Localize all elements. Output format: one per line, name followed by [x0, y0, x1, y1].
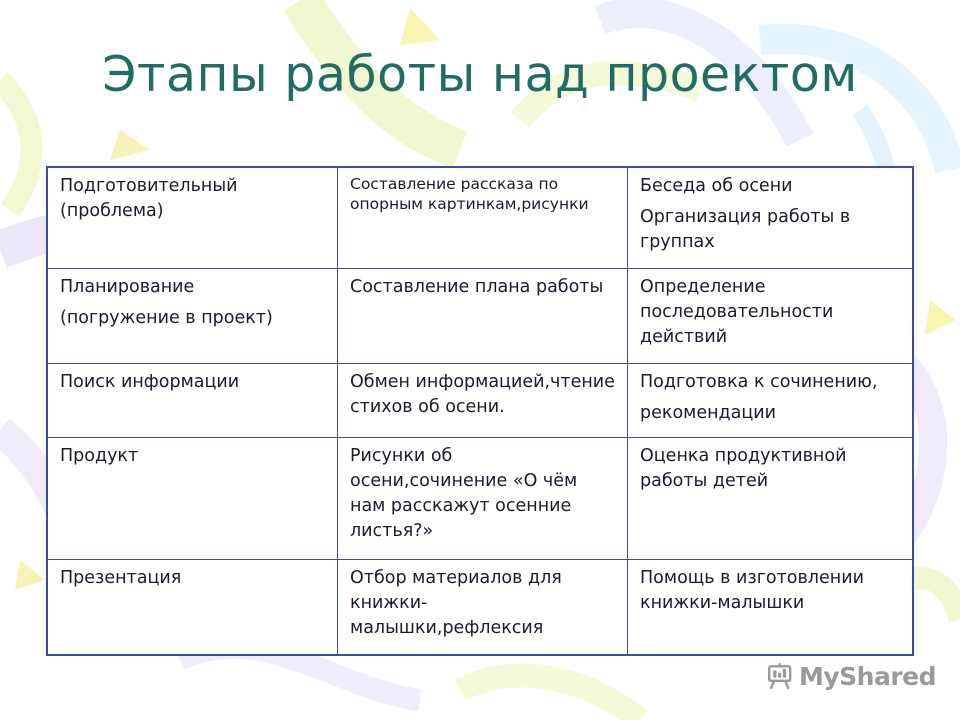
stage-cell — [47, 364, 338, 438]
activity-cell — [338, 560, 628, 655]
activity-text: Составление плана работы — [350, 277, 604, 298]
stage-name: Подготовительный — [60, 176, 238, 196]
project-stages-table — [46, 166, 914, 656]
result-text: Подготовка к сочинению, — [640, 372, 878, 393]
stage-cell — [47, 437, 338, 559]
result-cell — [628, 364, 914, 438]
activity-cell — [338, 167, 628, 269]
watermark-text: MyShared — [798, 661, 936, 691]
stage-name: Поиск информации — [60, 372, 240, 393]
myshared-watermark — [766, 656, 936, 696]
activity-text: Рисунки об осени,сочинение «О чём нам расскажут осенние листья?» — [350, 445, 578, 541]
presentation-board-icon — [766, 658, 795, 694]
table-row — [47, 269, 913, 364]
activity-cell — [338, 437, 628, 559]
result-text: Беседа об осени — [640, 176, 793, 196]
stage-name: Презентация — [60, 568, 182, 589]
table-row — [47, 560, 913, 655]
activity-text: Составление рассказа по опорным картинкам,рисунки — [350, 175, 589, 213]
stage-cell — [47, 560, 338, 655]
result-text: рекомендации — [640, 403, 777, 424]
stage-cell — [47, 269, 338, 364]
table-row — [47, 437, 913, 559]
table-row — [47, 364, 913, 438]
result-cell — [628, 269, 914, 364]
table-row — [47, 167, 913, 269]
result-text: Организация работы в группах — [640, 207, 851, 252]
stage-cell — [47, 167, 338, 269]
result-text: Оценка продуктивной работы детей — [640, 445, 847, 491]
stage-note: (погружение в проект) — [60, 308, 273, 329]
result-cell — [628, 437, 914, 559]
activity-text: Обмен информацией,чтение стихов об осени. — [350, 372, 615, 418]
result-cell — [628, 167, 914, 269]
slide-title: Этапы работы над проектом — [102, 46, 858, 103]
activity-text: Отбор материалов для книжки-малышки,рефлексия — [350, 568, 562, 639]
stage-note: (проблема) — [60, 201, 164, 221]
result-text: Определение последовательности действий — [640, 277, 834, 348]
result-cell — [628, 560, 914, 655]
activity-cell — [338, 269, 628, 364]
stage-name: Продукт — [60, 445, 139, 466]
result-text: Помощь в изготовлении книжки-малышки — [640, 568, 864, 614]
stage-name: Планирование — [60, 277, 195, 298]
activity-cell — [338, 364, 628, 438]
